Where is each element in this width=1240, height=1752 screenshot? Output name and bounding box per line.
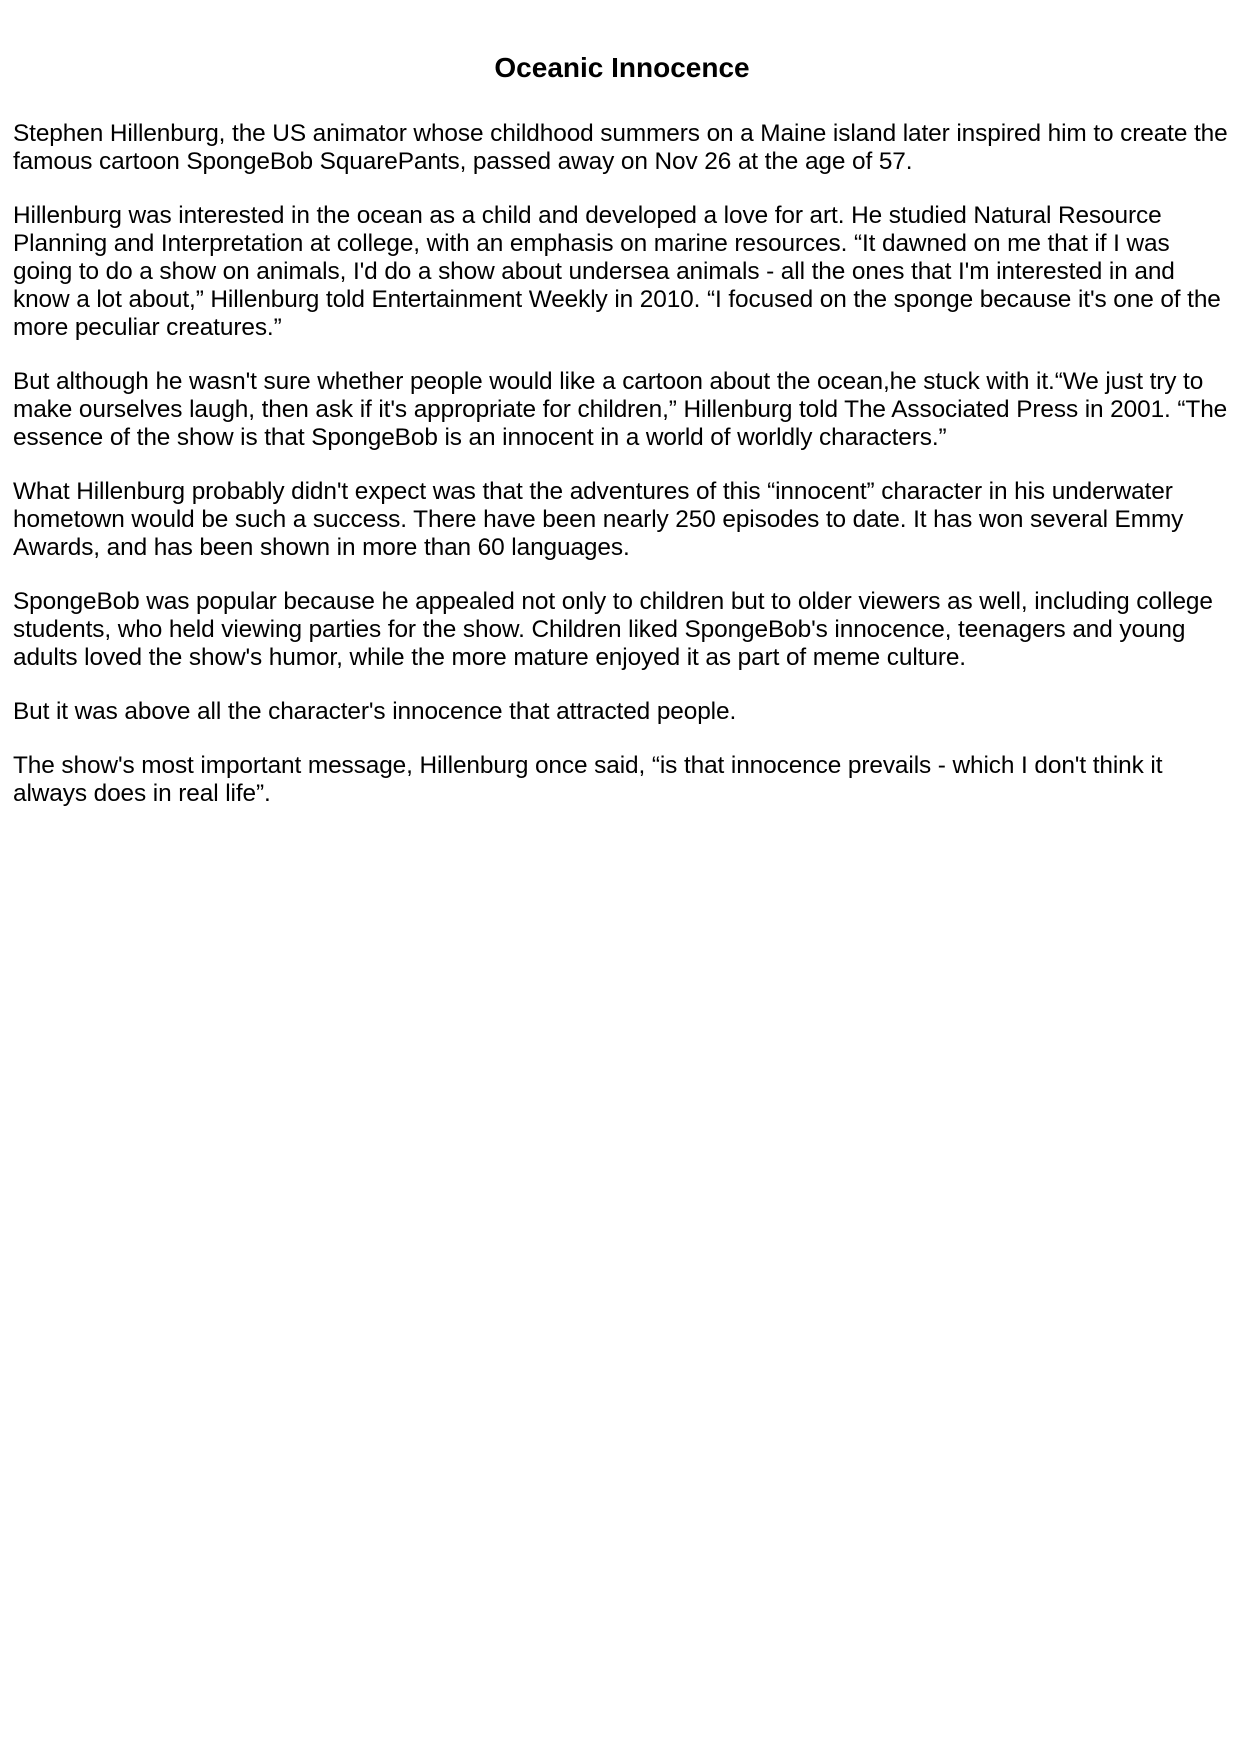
paragraph-5: SpongeBob was popular because he appealed not only to children but to older viewers as well, including college students, who held viewing parties for the show. Children liked SpongeBob's innocence, teenagers and young adults loved the show's humor, while the more mature enjoyed it as part of meme culture. <box>13 588 1213 671</box>
paragraph-4: What Hillenburg probably didn't expect was that the adventures of this “innocent” character in his underwater hometown would be such a success. There have been nearly 250 episodes to date. It has won several Emmy Awards, and has been shown in more than 60 languages. <box>13 478 1184 561</box>
paragraph-2: Hillenburg was interested in the ocean as a child and developed a love for art. He studied Natural Resource Planning and Interpretation at college, with an emphasis on marine resources. “It dawned on me that if I was going to do a show on animals, I'd do a show about undersea animals - all the ones that I'm interested in and know a lot about,” Hillenburg told Entertainment Weekly in 2010. “I focused on the sponge because it's one of the more peculiar creatures.” <box>13 202 1221 341</box>
document-page <box>13 50 1231 834</box>
paragraph-1: Stephen Hillenburg, the US animator whose childhood summers on a Maine island later inspired him to create the famous cartoon SpongeBob SquarePants, passed away on Nov 26 at the age of 57. <box>13 120 1228 175</box>
document-title: Oceanic Innocence <box>494 52 750 83</box>
paragraph-7: The show's most important message, Hillenburg once said, “is that innocence prevails - which I don't think it always does in real life”. <box>13 752 1163 807</box>
paragraph-3: But although he wasn't sure whether people would like a cartoon about the ocean,he stuck with it.“We just try to make ourselves laugh, then ask if it's appropriate for children,” Hillenburg told The Associated Press in 2001. “The essence of the show is that SpongeBob is an innocent in a world of worldly characters.” <box>13 368 1228 451</box>
paragraph-6: But it was above all the character's innocence that attracted people. <box>13 698 737 725</box>
